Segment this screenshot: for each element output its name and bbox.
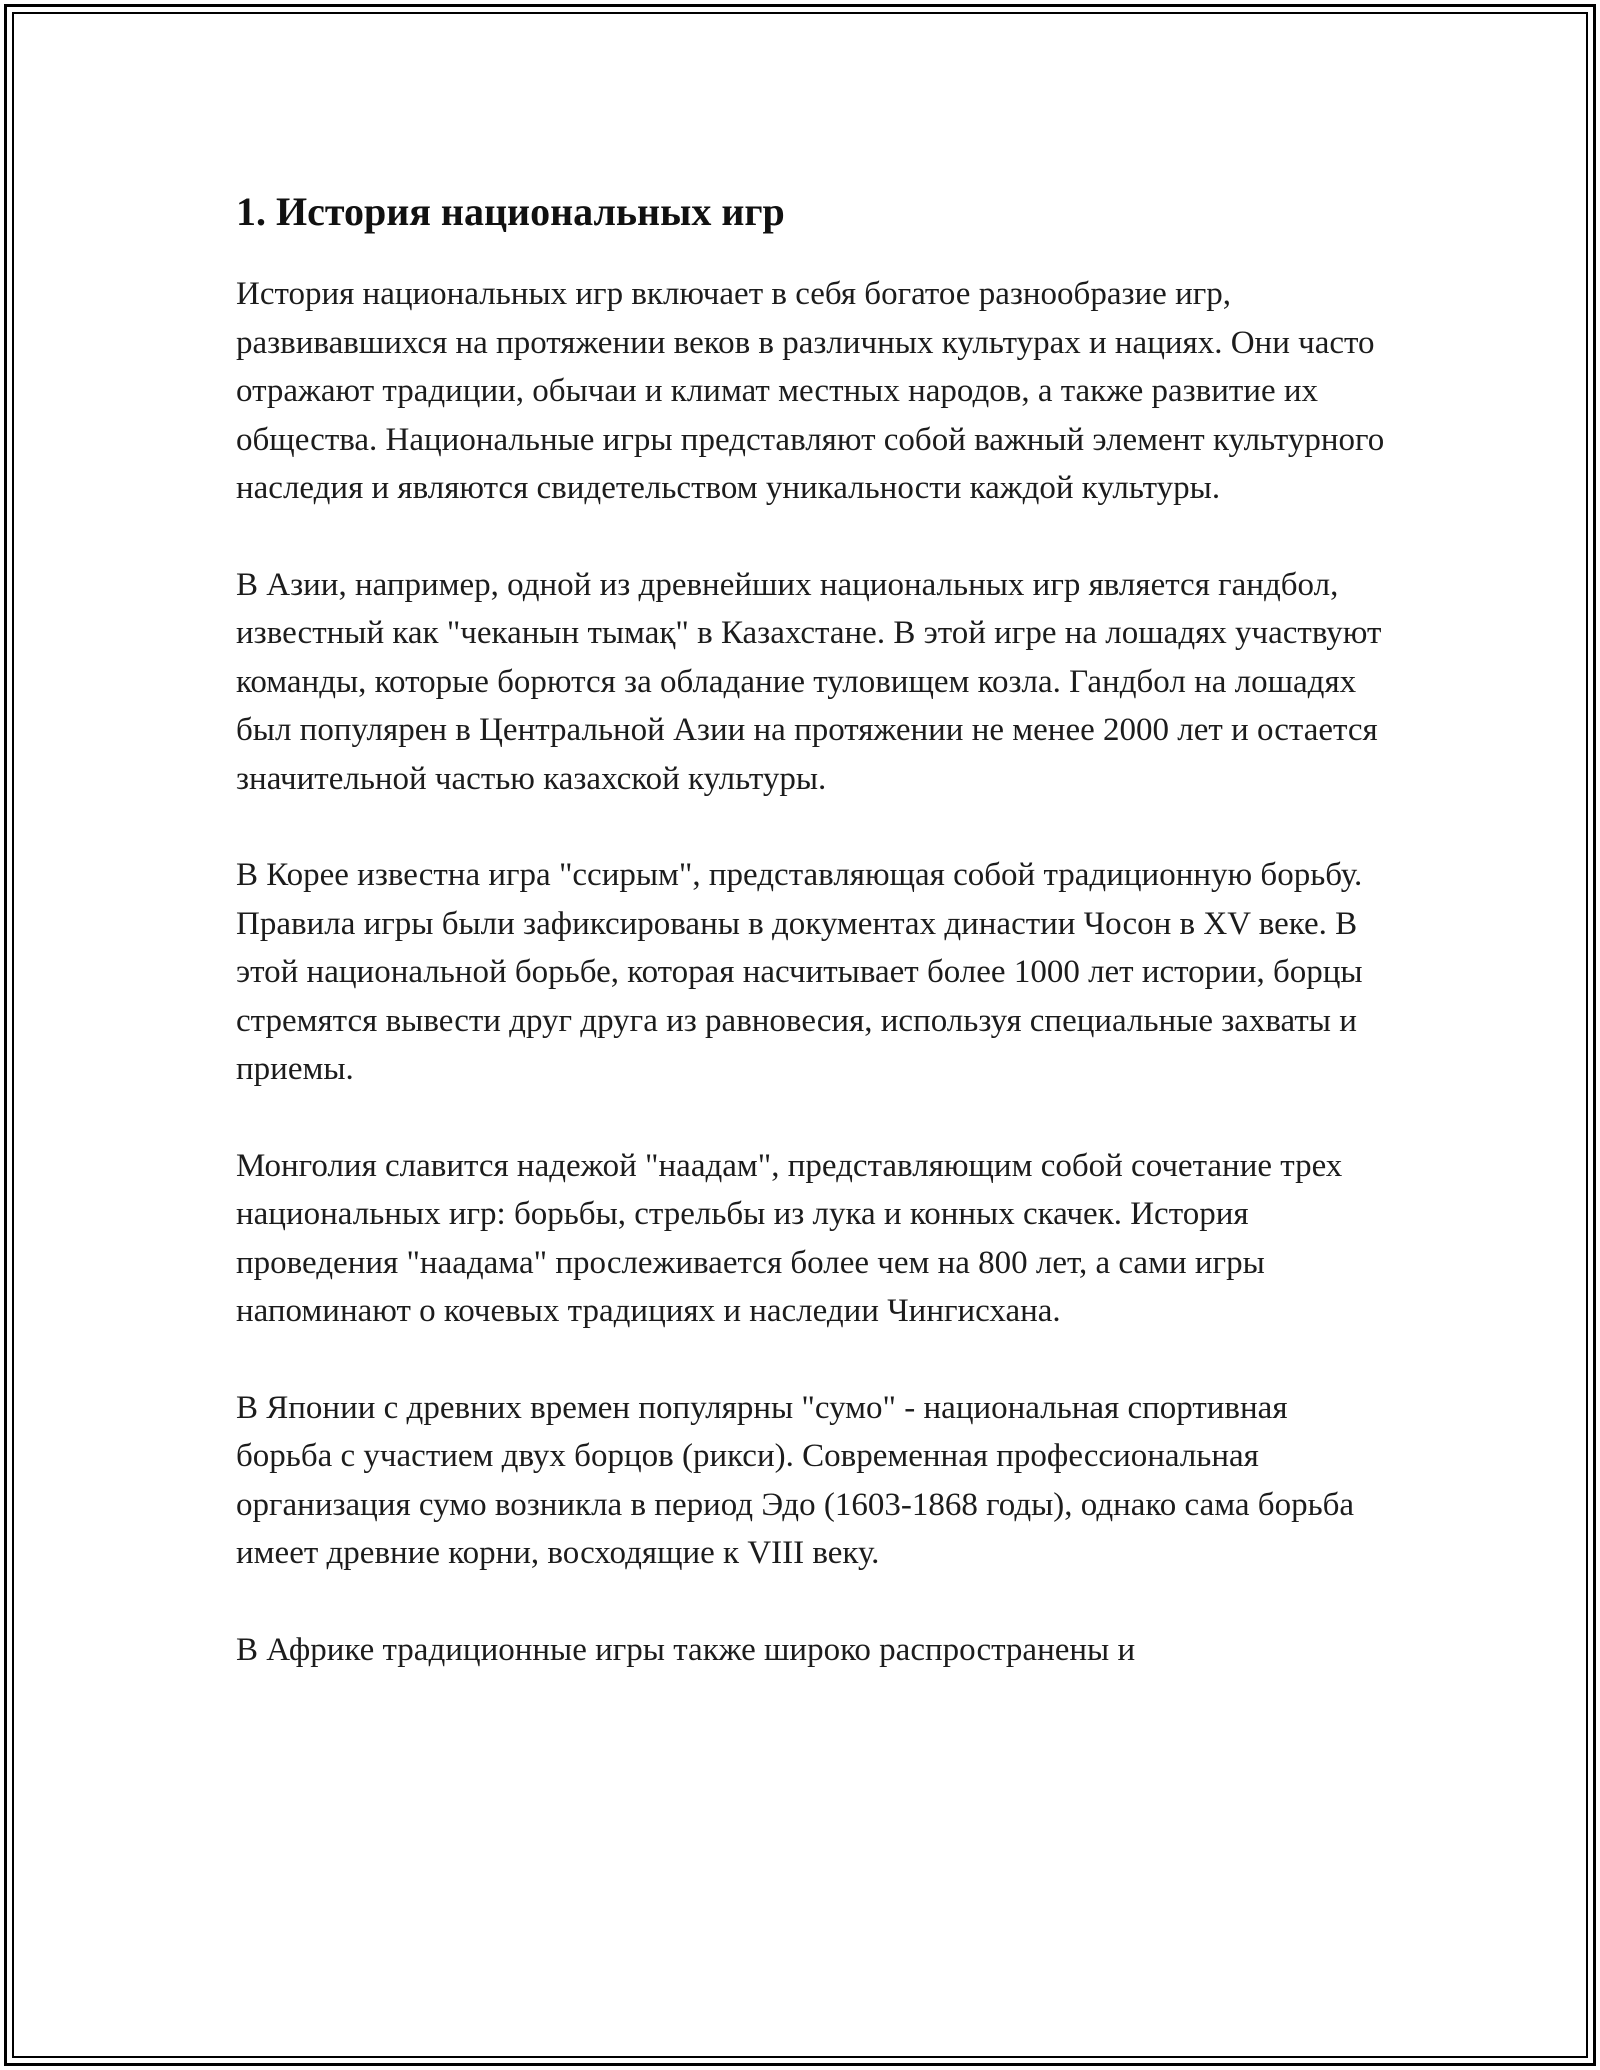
paragraph-korea: В Корее известна игра "ссирым", представляющая собой традиционную борьбу. Правила игры были зафиксированы в документах династии Чосон в XV веке. В этой национальной борьбе, которая насчитывает более 1000 лет истории, борцы стремятся вывести друг друга из равновесия, используя специальные захваты и приемы. xyxy=(236,857,1363,1087)
document-body xyxy=(236,184,1386,1722)
section-heading: 1. История национальных игр xyxy=(236,189,785,234)
paragraph-japan: В Японии с древних времен популярны "сумо" - национальная спортивная борьба с участием двух борцов (рикси). Современная профессиональная организация сумо возникла в период Эдо (1603-1868 годы), однако сама борьба имеет древние корни, восходящие к VIII веку. xyxy=(236,1389,1355,1571)
paragraph-mongolia: Монголия славится надежой "наадам", представляющим собой сочетание трех национальных игр: борьбы, стрельбы из лука и конных скачек. История проведения "наадама" прослеживается более чем на 800 лет, а сами игры напоминают о кочевых традициях и наследии Чингисхана. xyxy=(236,1147,1343,1329)
paragraph-asia: В Азии, например, одной из древнейших национальных игр является гандбол, известный как "чеканын тымақ" в Казахстане. В этой игре на лошадях участвуют команды, которые борются за обладание туловищем козла. Гандбол на лошадях был популярен в Центральной Азии на протяжении не менее 2000 лет и остается значительной частью казахской культуры. xyxy=(236,566,1382,797)
paragraph-intro: История национальных игр включает в себя богатое разнообразие игр, развивавшихся на протяжении веков в различных культурах и нациях. Они часто отражают традиции, обычаи и климат местных народов, а также развитие их общества. Национальные игры представляют собой важный элемент культурного наследия и являются свидетельством уникальности каждой культуры. xyxy=(236,276,1385,506)
paragraph-africa: В Африке традиционные игры также широко распространены и xyxy=(236,1631,1136,1668)
